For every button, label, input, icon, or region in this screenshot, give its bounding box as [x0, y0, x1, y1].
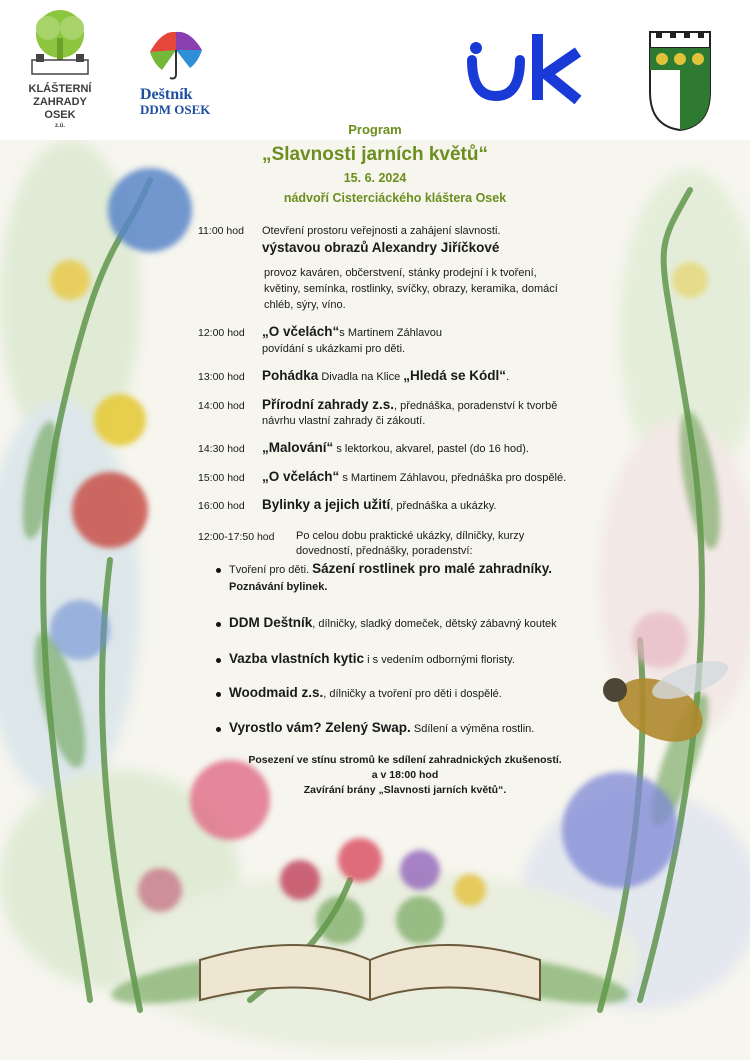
logo-destnik-name: Deštník — [140, 86, 193, 103]
uk-logo — [466, 30, 582, 110]
list-item-bouquets — [229, 651, 515, 666]
event-1400-desc: , přednáška, poradenství k tvorbě — [394, 400, 558, 412]
event-1500-desc: s Martinem Záhlavou, přednáška pro dospělé. — [339, 472, 567, 484]
time-1300: 13:00 hod — [198, 371, 245, 383]
event-1400-title: Přírodní zahrady z.s. — [262, 397, 395, 412]
time-1100: 11:00 hod — [198, 225, 244, 237]
event-1600-title: Bylinky a jejich užití — [262, 497, 391, 512]
list-item-woodmaid-title: Woodmaid z.s. — [229, 685, 324, 700]
event-title: „Slavnosti jarních květů“ — [262, 144, 488, 165]
event-1500 — [262, 469, 566, 486]
logo-text-3: OSEK — [44, 109, 76, 121]
time-1430: 14:30 hod — [198, 443, 245, 455]
event-1600-desc: , přednáška a ukázky. — [390, 500, 497, 512]
event-1500-title: „O včelách“ — [262, 469, 340, 484]
list-item-children-intro: Tvoření pro děti. — [229, 564, 313, 576]
tree-icon — [18, 8, 102, 78]
logo-strip — [0, 0, 750, 140]
list-item-woodmaid-desc: , dílničky a tvoření pro děti i dospělé. — [323, 688, 502, 700]
list-item-children-title: Sázení rostlinek pro malé zahradníky. — [312, 561, 552, 576]
footer-line2: a v 18:00 hod — [371, 769, 439, 781]
logo-text-4: z.ú. — [55, 123, 65, 129]
event-1300-end: . — [506, 371, 510, 383]
list-item-woodmaid — [229, 685, 502, 700]
footer-line3: Zavírání brány „Slavnosti jarních květů“. — [303, 784, 507, 796]
event-1430 — [262, 440, 529, 457]
list-item-ddm-title: DDM Deštník — [229, 615, 313, 630]
uk-brand-icon — [466, 30, 582, 106]
logo-text-2: ZAHRADY — [33, 96, 87, 108]
footer-line1: Posezení ve stínu stromů ke sdílení zahradnických zkušeností. — [248, 754, 562, 766]
list-item-swap — [229, 720, 534, 735]
time-1400: 14:00 hod — [198, 400, 245, 412]
event-1100-line2: výstavou obrazů Alexandry Jiříčkové — [262, 240, 500, 255]
event-1200-host: s Martinem Záhlavou — [339, 327, 443, 339]
list-item-children — [229, 561, 552, 576]
logo-text-1: KLÁŠTERNÍ — [28, 83, 92, 95]
time-1200: 12:00 hod — [198, 327, 245, 339]
bullet-icon — [216, 727, 221, 732]
event-1400-line2: návrhu vlastní zahrady či zákoutí. — [262, 415, 426, 427]
list-item-bouquets-title: Vazba vlastních kytic — [229, 651, 365, 666]
event-1400-line1 — [262, 397, 557, 414]
event-1200-line2: povídání s ukázkami pro děti. — [262, 343, 406, 355]
destnik-logo — [140, 22, 220, 122]
event-place: nádvoří Cisterciáckého kláštera Osek — [283, 191, 507, 205]
osek-coat-of-arms — [646, 30, 714, 132]
event-1100-line3: provoz kaváren, občerstvení, stánky prodejní i k tvoření, — [264, 267, 537, 279]
event-all-day-line1: Po celou dobu praktické ukázky, dílničky, kurzy — [296, 530, 525, 542]
event-1200-line1 — [262, 324, 442, 341]
list-item-swap-title: Vyrostlo vám? Zelený Swap. — [229, 720, 411, 735]
time-all-day: 12:00-17:50 hod — [198, 531, 275, 543]
event-1100-line1: Otevření prostoru veřejnosti a zahájení slavnosti. — [262, 225, 501, 237]
bullet-icon — [216, 568, 221, 573]
event-1430-desc: s lektorkou, akvarel, pastel (do 16 hod). — [333, 443, 529, 455]
event-1600 — [262, 497, 496, 514]
list-item-bouquets-desc: i s vedením odbornými floristy. — [364, 654, 515, 666]
klasterni-zahrady-logo — [18, 8, 102, 133]
event-1100-line5: chléb, sýry, víno. — [264, 299, 346, 311]
umbrella-icon — [140, 22, 210, 82]
event-date: 15. 6. 2024 — [343, 171, 407, 185]
event-1300 — [262, 368, 509, 385]
list-item-ddm-desc: , dílničky, sladký domeček, dětský zábavný koutek — [312, 618, 557, 630]
bullet-icon — [216, 622, 221, 627]
program-label: Program — [348, 122, 402, 137]
event-1100-line4: květiny, semínka, rostlinky, svíčky, obrazy, keramika, domácí — [264, 283, 558, 295]
event-1300-mid: Divadla na Klice — [318, 371, 404, 383]
event-1200-title: „O včelách“ — [262, 324, 340, 339]
event-all-day-line2: dovedností, přednášky, poradenství: — [296, 545, 473, 557]
time-1500: 15:00 hod — [198, 472, 245, 484]
event-1300-title: Pohádka — [262, 368, 319, 383]
logo-destnik-sub: DDM OSEK — [140, 102, 211, 117]
coat-of-arms-icon — [646, 30, 714, 132]
list-item-ddm — [229, 615, 557, 630]
event-1430-title: „Malování“ — [262, 440, 334, 455]
list-item-swap-desc: Sdílení a výměna rostlin. — [410, 723, 535, 735]
event-1300-play: „Hledá se Kódl“ — [403, 368, 507, 383]
bullet-icon — [216, 658, 221, 663]
time-1600: 16:00 hod — [198, 500, 245, 512]
list-item-herbs: Poznávání bylinek. — [229, 581, 328, 593]
bullet-icon — [216, 692, 221, 697]
